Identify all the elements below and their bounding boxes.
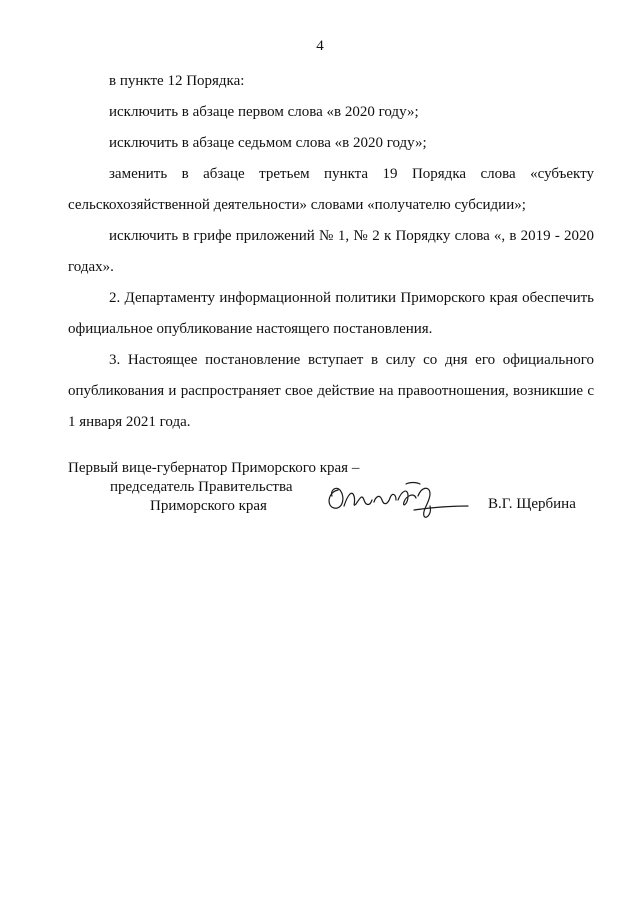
- signatory-position-line-3: Приморского края: [150, 498, 267, 514]
- paragraph-exclude-seventh: исключить в абзаце седьмом слова «в 2020 году»;: [109, 135, 427, 151]
- signatory-name: В.Г. Щербина: [488, 496, 576, 512]
- paragraph-department: 2. Департаменту информационной политики Приморского края обеспечить официальное опубликование настоящего постановления.: [68, 290, 594, 337]
- handwritten-signature: [318, 476, 478, 524]
- page-number: 4: [316, 38, 324, 54]
- signatory-position-line-2: председатель Правительства: [110, 479, 293, 495]
- paragraph-replace-words: заменить в абзаце третьем пункта 19 Порядка слова «субъекту сельскохозяйственной деятельности» словами «получателю субсидии»;: [68, 166, 594, 213]
- paragraph-item-12: в пункте 12 Порядка:: [109, 73, 245, 89]
- paragraph-exclude-grif: исключить в грифе приложений № 1, № 2 к Порядку слова «, в 2019 - 2020 годах».: [68, 228, 594, 275]
- paragraph-exclude-first: исключить в абзаце первом слова «в 2020 году»;: [109, 104, 419, 120]
- paragraph-effective-date: 3. Настоящее постановление вступает в силу со дня его официального опубликования и распространяет свое действие на правоотношения, возникшие с 1 января 2021 года.: [68, 352, 594, 430]
- signatory-position-line-1: Первый вице-губернатор Приморского края –: [68, 460, 360, 476]
